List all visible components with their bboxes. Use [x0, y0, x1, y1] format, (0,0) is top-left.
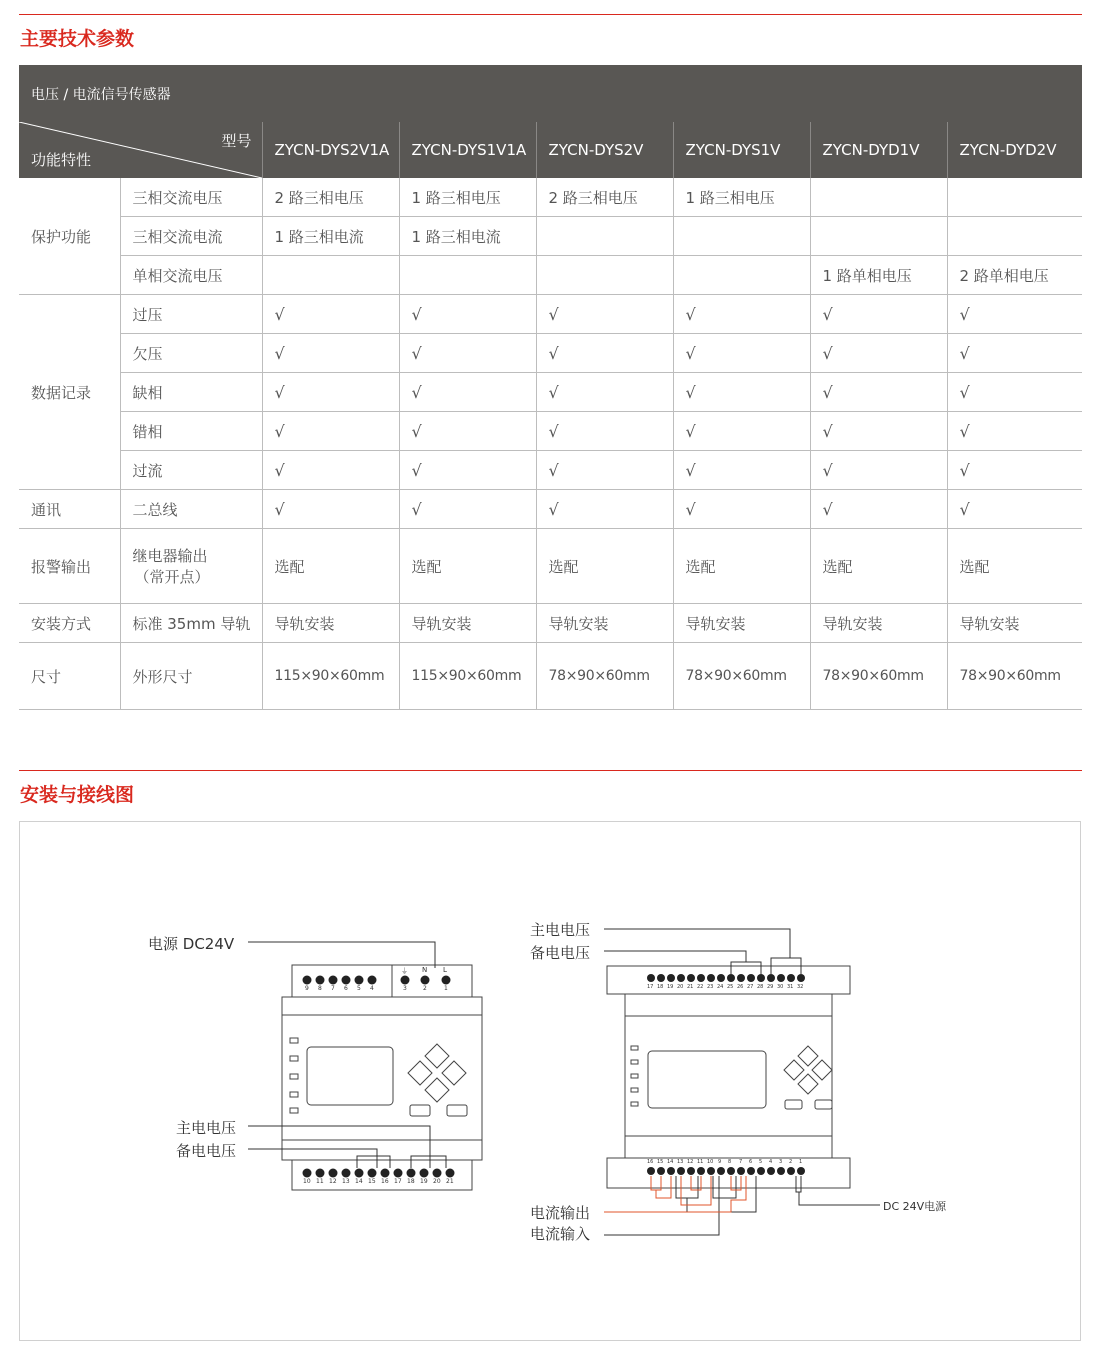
check-cell: √	[262, 490, 399, 529]
left-main-voltage-label: 主电电压	[176, 1119, 237, 1137]
feature-label: 三相交流电流	[120, 217, 262, 256]
terminal-number: 5	[357, 985, 361, 992]
check-cell: √	[810, 490, 947, 529]
corner-function-label: 功能特性	[31, 151, 92, 169]
check-cell: √	[673, 451, 810, 490]
check-cell: √	[673, 412, 810, 451]
terminal-number: 18	[407, 1178, 415, 1185]
check-cell: √	[673, 334, 810, 373]
table-cell: 选配	[810, 529, 947, 604]
terminal-number: 17	[394, 1178, 402, 1185]
terminal-number: 8	[318, 985, 322, 992]
model-header: ZYCN-DYS2V1A	[262, 122, 399, 178]
terminal-number: 9	[718, 1159, 722, 1165]
terminal-number: 2	[423, 985, 427, 992]
left-led	[290, 1108, 298, 1113]
table-cell: 1 路三相电流	[399, 217, 536, 256]
check-cell: √	[947, 412, 1082, 451]
right-bottom-terminals	[647, 1167, 805, 1175]
section-title-specs: 主要技术参数	[20, 28, 135, 50]
right-current-in-label: 电流输入	[530, 1225, 591, 1243]
check-cell: √	[947, 334, 1082, 373]
table-caption: 电压 / 电流信号传感器	[19, 65, 1082, 122]
terminal-number: 10	[303, 1178, 311, 1185]
terminal-number: 14	[355, 1178, 363, 1185]
model-header: ZYCN-DYS1V	[673, 122, 810, 178]
feature-label: 欠压	[120, 334, 262, 373]
table-cell: 选配	[536, 529, 673, 604]
terminal-number: 10	[707, 1159, 714, 1165]
right-top-shoulder	[625, 994, 832, 1016]
left-power-label: 电源 DC24V	[148, 935, 235, 953]
terminal-number: 1	[799, 1159, 803, 1165]
left-led	[290, 1056, 298, 1061]
terminal-number: 22	[697, 984, 704, 990]
check-cell: √	[673, 373, 810, 412]
terminal-number: 18	[657, 984, 664, 990]
terminal-number: 2	[789, 1159, 793, 1165]
check-cell: √	[947, 295, 1082, 334]
right-button-1	[785, 1100, 802, 1109]
table-cell: 选配	[262, 529, 399, 604]
terminal-number: 25	[727, 984, 734, 990]
right-current-out-wires	[604, 1176, 746, 1212]
table-cell: 115×90×60mm	[262, 643, 399, 710]
check-cell: √	[536, 334, 673, 373]
terminal-number: 30	[777, 984, 784, 990]
model-header: ZYCN-DYS2V	[536, 122, 673, 178]
table-cell: 导轨安装	[262, 604, 399, 643]
left-top-shoulder	[282, 997, 482, 1015]
feature-label: 二总线	[120, 490, 262, 529]
table-cell: 2 路单相电压	[947, 256, 1082, 295]
check-cell: √	[536, 412, 673, 451]
right-body	[625, 1016, 832, 1136]
right-led	[631, 1046, 638, 1050]
check-cell: √	[399, 295, 536, 334]
terminal-mark-l: L	[443, 966, 447, 974]
group-label: 数据记录	[19, 295, 120, 490]
ground-icon: ⏚	[401, 967, 408, 975]
model-header: ZYCN-DYS1V1A	[399, 122, 536, 178]
left-backup-voltage-label: 备电电压	[176, 1142, 237, 1160]
group-label: 通讯	[19, 490, 120, 529]
terminal-mark-n: N	[422, 966, 428, 974]
table-cell: 选配	[673, 529, 810, 604]
feature-label: 缺相	[120, 373, 262, 412]
right-button-2	[815, 1100, 832, 1109]
terminal-number: 29	[767, 984, 774, 990]
terminal-number: 6	[344, 985, 348, 992]
table-cell: 78×90×60mm	[673, 643, 810, 710]
right-bottom-shoulder	[625, 1136, 832, 1158]
check-cell: √	[262, 412, 399, 451]
check-cell: √	[810, 412, 947, 451]
table-cell: 选配	[399, 529, 536, 604]
terminal-number: 21	[446, 1178, 454, 1185]
feature-label: 过流	[120, 451, 262, 490]
feature-label: 标准 35mm 导轨	[120, 604, 262, 643]
feature-label: 过压	[120, 295, 262, 334]
terminal-number: 28	[757, 984, 764, 990]
terminal-number: 11	[697, 1159, 704, 1165]
terminal-number: 20	[433, 1178, 441, 1185]
right-led	[631, 1060, 638, 1064]
check-cell: √	[536, 490, 673, 529]
terminal-number: 31	[787, 984, 794, 990]
check-cell: √	[399, 451, 536, 490]
terminal-number: 8	[728, 1159, 732, 1165]
group-label: 安装方式	[19, 604, 120, 643]
terminal-number: 13	[342, 1178, 350, 1185]
terminal-number: 1	[444, 985, 448, 992]
table-cell: 1 路三相电流	[262, 217, 399, 256]
terminal-number: 16	[647, 1159, 654, 1165]
left-led	[290, 1092, 298, 1097]
terminal-number: 27	[747, 984, 754, 990]
terminal-number: 24	[717, 984, 724, 990]
check-cell: √	[262, 295, 399, 334]
table-cell: 选配	[947, 529, 1082, 604]
table-cell: 78×90×60mm	[810, 643, 947, 710]
check-cell: √	[399, 334, 536, 373]
table-cell: 导轨安装	[536, 604, 673, 643]
terminal-number: 3	[779, 1159, 783, 1165]
check-cell: √	[673, 490, 810, 529]
check-cell: √	[262, 373, 399, 412]
table-cell: 78×90×60mm	[947, 643, 1082, 710]
right-led	[631, 1088, 638, 1092]
terminal-number: 12	[329, 1178, 337, 1185]
terminal-number: 21	[687, 984, 694, 990]
left-bottom-shoulder	[282, 1140, 482, 1160]
check-cell: √	[673, 295, 810, 334]
terminal-number: 20	[677, 984, 684, 990]
corner-model-label: 型号	[221, 132, 252, 150]
right-led	[631, 1074, 638, 1078]
table-cell: 78×90×60mm	[536, 643, 673, 710]
check-cell: √	[262, 451, 399, 490]
terminal-number: 32	[797, 984, 804, 990]
check-cell: √	[810, 295, 947, 334]
check-cell: √	[399, 412, 536, 451]
check-cell: √	[536, 295, 673, 334]
left-body	[282, 1015, 482, 1140]
table-cell: 导轨安装	[947, 604, 1082, 643]
terminal-number: 15	[657, 1159, 664, 1165]
check-cell: √	[399, 373, 536, 412]
terminal-number: 13	[677, 1159, 684, 1165]
left-bottom-terminals	[303, 1169, 455, 1178]
table-cell: 1 路三相电压	[673, 178, 810, 217]
check-cell: √	[536, 451, 673, 490]
check-cell: √	[810, 334, 947, 373]
check-cell: √	[399, 490, 536, 529]
group-label: 保护功能	[19, 178, 120, 295]
table-cell: 115×90×60mm	[399, 643, 536, 710]
right-main-voltage-label: 主电电压	[530, 921, 591, 939]
relay-line2: （常开点）	[134, 568, 210, 586]
left-keypad	[408, 1044, 466, 1102]
terminal-number: 5	[759, 1159, 763, 1165]
left-led	[290, 1074, 298, 1079]
feature-label: 外形尺寸	[120, 643, 262, 710]
terminal-number: 7	[331, 985, 335, 992]
section-title-wiring: 安装与接线图	[20, 784, 135, 806]
terminal-number: 17	[647, 984, 654, 990]
table-cell: 导轨安装	[673, 604, 810, 643]
terminal-number: 4	[769, 1159, 773, 1165]
table-cell: 1 路三相电压	[399, 178, 536, 217]
check-cell: √	[810, 373, 947, 412]
terminal-number: 14	[667, 1159, 674, 1165]
group-label: 尺寸	[19, 643, 120, 710]
right-top-terminals	[647, 974, 805, 982]
feature-label: 三相交流电压	[120, 178, 262, 217]
right-backup-voltage-label: 备电电压	[530, 944, 591, 962]
terminal-number: 19	[420, 1178, 428, 1185]
left-top-terminals	[303, 976, 451, 985]
terminal-number: 9	[305, 985, 309, 992]
terminal-number: 19	[667, 984, 674, 990]
relay-line1: 继电器输出	[132, 547, 208, 565]
left-display	[307, 1047, 393, 1105]
check-cell: √	[947, 373, 1082, 412]
check-cell: √	[947, 490, 1082, 529]
right-display	[648, 1051, 766, 1108]
feature-label: 错相	[120, 412, 262, 451]
terminal-number: 12	[687, 1159, 694, 1165]
left-led	[290, 1038, 298, 1043]
terminal-number: 6	[749, 1159, 753, 1165]
right-keypad	[784, 1046, 832, 1094]
terminal-number: 11	[316, 1178, 324, 1185]
check-cell: √	[810, 451, 947, 490]
terminal-number: 4	[370, 985, 374, 992]
terminal-number: 26	[737, 984, 744, 990]
terminal-number: 15	[368, 1178, 376, 1185]
table-cell: 导轨安装	[399, 604, 536, 643]
terminal-number: 3	[403, 985, 407, 992]
table-cell: 2 路三相电压	[262, 178, 399, 217]
check-cell: √	[947, 451, 1082, 490]
terminal-number: 7	[739, 1159, 743, 1165]
terminal-number: 16	[381, 1178, 389, 1185]
group-label: 报警输出	[19, 529, 120, 604]
model-header: ZYCN-DYD1V	[810, 122, 947, 178]
check-cell: √	[262, 334, 399, 373]
table-cell: 导轨安装	[810, 604, 947, 643]
right-current-out-label: 电流输出	[530, 1204, 591, 1222]
feature-label: 单相交流电压	[120, 256, 262, 295]
left-button-2	[447, 1105, 467, 1116]
model-header: ZYCN-DYD2V	[947, 122, 1082, 178]
table-cell: 1 路单相电压	[810, 256, 947, 295]
check-cell: √	[536, 373, 673, 412]
left-button-1	[410, 1105, 430, 1116]
table-cell: 2 路三相电压	[536, 178, 673, 217]
right-device	[607, 966, 850, 1188]
terminal-number: 23	[707, 984, 714, 990]
right-power-label: DC 24V电源	[883, 1200, 947, 1213]
right-led	[631, 1102, 638, 1106]
